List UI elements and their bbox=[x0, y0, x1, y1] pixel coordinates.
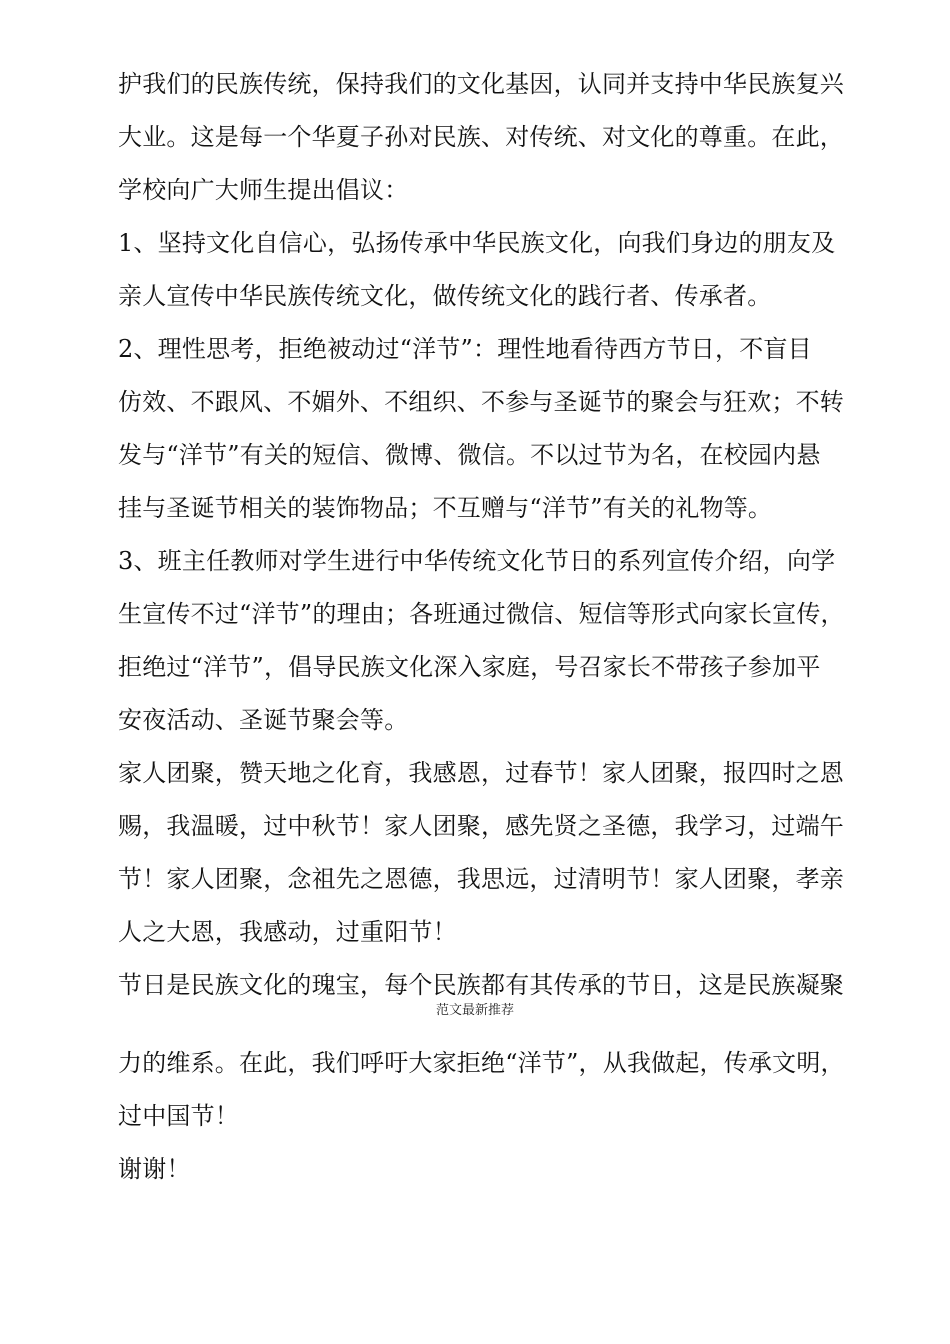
text-line: 拒绝过“洋节”，倡导民族文化深入家庭，号召家长不带孩子参加平 bbox=[118, 653, 821, 681]
text-line: 谢谢！ bbox=[118, 1155, 191, 1183]
text-line: 挂与圣诞节相关的装饰物品；不互赠与“洋节”有关的礼物等。 bbox=[118, 494, 773, 522]
text-line: 大业。这是每一个华夏子孙对民族、对传统、对文化的尊重。在此， bbox=[118, 123, 844, 151]
text-line: 过中国节！ bbox=[118, 1102, 239, 1130]
text-line: 2、理性思考，拒绝被动过“洋节”：理性地看待西方节日，不盲目 bbox=[118, 335, 812, 363]
text-line: 人之大恩，我感动，过重阳节！ bbox=[118, 918, 457, 946]
text-line: 发与“洋节”有关的短信、微博、微信。不以过节为名，在校园内悬 bbox=[118, 441, 821, 469]
text-line: 仿效、不跟风、不媚外、不组织、不参与圣诞节的聚会与狂欢；不转 bbox=[118, 388, 844, 416]
text-line: 安夜活动、圣诞节聚会等。 bbox=[118, 706, 409, 734]
text-line: 3、班主任教师对学生进行中华传统文化节日的系列宣传介绍，向学 bbox=[118, 547, 836, 575]
text-line: 力的维系。在此，我们呼吁大家拒绝“洋节”，从我做起，传承文明， bbox=[118, 1049, 845, 1077]
text-line: 护我们的民族传统，保持我们的文化基因，认同并支持中华民族复兴 bbox=[118, 70, 844, 98]
text-line: 1、坚持文化自信心，弘扬传承中华民族文化，向我们身边的朋友及 bbox=[118, 229, 836, 257]
text-line: 学校向广大师生提出倡议： bbox=[118, 176, 409, 204]
text-line: 家人团聚，赞天地之化育，我感恩，过春节！家人团聚，报四时之恩 bbox=[118, 759, 844, 787]
text-line: 生宣传不过“洋节”的理由；各班通过微信、短信等形式向家长宣传， bbox=[118, 600, 845, 628]
text-line: 亲人宣传中华民族传统文化，做传统文化的践行者、传承者。 bbox=[118, 282, 772, 310]
text-line: 赐，我温暖，过中秋节！家人团聚，感先贤之圣德，我学习，过端午 bbox=[118, 812, 844, 840]
text-line: 节日是民族文化的瑰宝，每个民族都有其传承的节日，这是民族凝聚 bbox=[118, 971, 844, 999]
text-line: 节！家人团聚，念祖先之恩德，我思远，过清明节！家人团聚，孝亲 bbox=[118, 865, 844, 893]
page-footer: 范文最新推荐 bbox=[435, 1003, 514, 1018]
